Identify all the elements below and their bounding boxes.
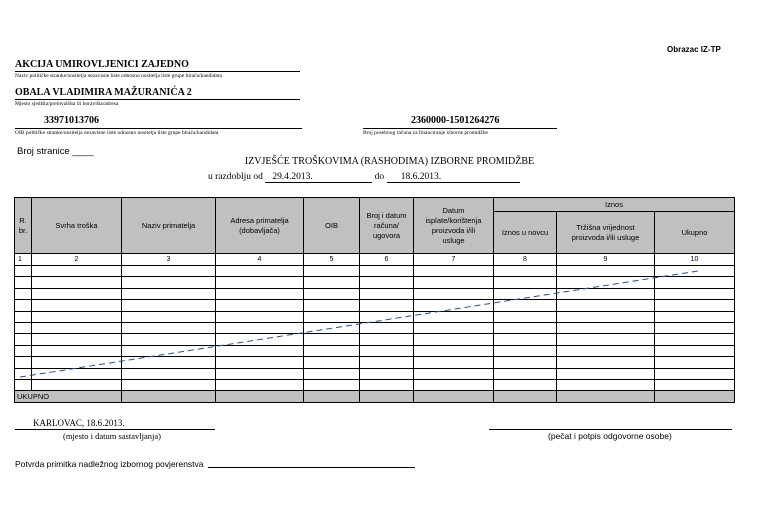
table-cell <box>494 311 557 322</box>
table-cell <box>557 322 655 333</box>
address: OBALA VLADIMIRA MAŽURANIĆA 2 <box>15 87 192 98</box>
table-cell <box>15 345 32 356</box>
col-header-cash: Iznos u novcu <box>494 212 557 254</box>
table-cell <box>304 379 360 390</box>
col-group-amount: Iznos <box>494 198 735 212</box>
table-cell <box>360 379 414 390</box>
table-cell <box>15 357 32 368</box>
form-code: Obrazac IZ-TP <box>667 45 721 54</box>
table-body <box>15 266 735 391</box>
table-cell <box>414 368 494 379</box>
oib-underline <box>15 128 302 129</box>
table-cell <box>216 368 304 379</box>
table-cell <box>216 277 304 288</box>
oib-value: 33971013706 <box>44 115 99 126</box>
col-number: 3 <box>122 254 216 266</box>
table-cell <box>414 277 494 288</box>
table-cell <box>494 357 557 368</box>
table-cell <box>494 322 557 333</box>
confirmation-label: Potvrda primitka nadležnog izbornog povjerenstva <box>15 459 204 469</box>
address-underline <box>15 99 300 100</box>
total-row <box>15 391 735 403</box>
table-cell <box>414 345 494 356</box>
col-header-payment-date: Datum isplate/korištenja proizvoda i/ili usluge <box>414 198 494 254</box>
col-header-oib: OIB <box>304 198 360 254</box>
table-cell <box>557 334 655 345</box>
table-cell <box>122 322 216 333</box>
table-cell <box>32 368 122 379</box>
table-cell <box>557 300 655 311</box>
table-cell <box>414 311 494 322</box>
table-cell <box>360 345 414 356</box>
account-value: 2360000-1501264276 <box>411 115 500 126</box>
table-cell <box>122 334 216 345</box>
table-cell <box>655 357 735 368</box>
table-row <box>15 288 735 299</box>
table-cell <box>557 345 655 356</box>
col-header-total: Ukupno <box>655 212 735 254</box>
table-cell <box>15 368 32 379</box>
table-cell <box>414 266 494 277</box>
col-number: 2 <box>32 254 122 266</box>
table-cell <box>122 311 216 322</box>
account-underline <box>363 128 557 129</box>
table-cell <box>32 334 122 345</box>
table-cell <box>15 379 32 390</box>
table-cell <box>304 300 360 311</box>
party-name: AKCIJA UMIROVLJENICI ZAJEDNO <box>15 59 189 70</box>
table-cell <box>360 311 414 322</box>
table-cell <box>360 357 414 368</box>
place-date: KARLOVAC, 18.6.2013. <box>33 418 125 428</box>
total-cell <box>655 391 735 403</box>
table-cell <box>122 368 216 379</box>
period-to-field <box>387 173 520 183</box>
total-cell <box>360 391 414 403</box>
table-cell <box>122 266 216 277</box>
table-cell <box>15 277 32 288</box>
table-cell <box>216 266 304 277</box>
table-cell <box>414 379 494 390</box>
table-cell <box>655 311 735 322</box>
table-cell <box>304 345 360 356</box>
table-cell <box>494 266 557 277</box>
table-cell <box>216 334 304 345</box>
table-cell <box>557 266 655 277</box>
table-cell <box>15 322 32 333</box>
table-cell <box>15 300 32 311</box>
account-caption: Broj posebnog računa za financiranje izborne promidžbe <box>363 130 488 136</box>
place-date-underline <box>15 429 215 430</box>
table-cell <box>360 277 414 288</box>
table-cell <box>414 357 494 368</box>
table-cell <box>655 345 735 356</box>
table-cell <box>494 288 557 299</box>
stamp-caption: (pečat i potpis odgovorne osobe) <box>548 431 672 441</box>
table-cell <box>557 357 655 368</box>
table-cell <box>557 379 655 390</box>
col-number: 4 <box>216 254 304 266</box>
table-cell <box>494 277 557 288</box>
address-caption: Mjesto sjedišta/prebivališta ili boravišta/adresa <box>15 101 119 107</box>
report-title: IZVJEŠĆE TROŠKOVIMA (RASHODIMA) IZBORNE PROMIDŽBE <box>244 156 535 167</box>
col-number: 5 <box>304 254 360 266</box>
table-cell <box>655 322 735 333</box>
table-cell <box>655 368 735 379</box>
period-from: 29.4.2013. <box>272 172 313 182</box>
table-cell <box>122 379 216 390</box>
table-cell <box>360 322 414 333</box>
table-cell <box>557 311 655 322</box>
total-cell <box>494 391 557 403</box>
table-cell <box>122 288 216 299</box>
table-cell <box>15 288 32 299</box>
table-cell <box>655 379 735 390</box>
table-row <box>15 300 735 311</box>
col-number: 8 <box>494 254 557 266</box>
col-number: 1 <box>15 254 32 266</box>
table-cell <box>32 357 122 368</box>
table-cell <box>494 300 557 311</box>
table-cell <box>414 300 494 311</box>
table-cell <box>655 288 735 299</box>
table-cell <box>32 322 122 333</box>
total-cell <box>216 391 304 403</box>
table-cell <box>494 334 557 345</box>
table-cell <box>32 311 122 322</box>
table-cell <box>122 277 216 288</box>
table-row <box>15 357 735 368</box>
table-cell <box>494 368 557 379</box>
table-cell <box>216 311 304 322</box>
table-cell <box>494 345 557 356</box>
col-number: 7 <box>414 254 494 266</box>
table-cell <box>414 334 494 345</box>
party-name-underline <box>15 71 300 72</box>
total-cell <box>304 391 360 403</box>
table-cell <box>655 334 735 345</box>
table-row <box>15 277 735 288</box>
table-cell <box>304 277 360 288</box>
col-number: 6 <box>360 254 414 266</box>
total-cell <box>414 391 494 403</box>
table-cell <box>32 277 122 288</box>
table-cell <box>122 357 216 368</box>
table-cell <box>304 288 360 299</box>
table-cell <box>557 368 655 379</box>
table-cell <box>32 379 122 390</box>
table-cell <box>32 266 122 277</box>
table-row <box>15 379 735 390</box>
period-line <box>208 172 520 183</box>
col-number: 9 <box>557 254 655 266</box>
total-cell <box>557 391 655 403</box>
table-cell <box>414 288 494 299</box>
table-cell <box>360 266 414 277</box>
col-header-market-value: Tržišna vrijednost proizvoda i/ili usluge <box>557 212 655 254</box>
table-cell <box>655 266 735 277</box>
table-row <box>15 334 735 345</box>
table-cell <box>557 288 655 299</box>
table-cell <box>557 277 655 288</box>
period-from-field <box>265 173 372 183</box>
table-row <box>15 368 735 379</box>
table-row <box>15 266 735 277</box>
table-cell <box>15 311 32 322</box>
confirmation-underline <box>208 467 415 468</box>
place-date-caption: (mjesto i datum sastavljanja) <box>63 431 161 441</box>
table-cell <box>304 334 360 345</box>
table-cell <box>655 277 735 288</box>
col-header-recipient: Naziv primatelja <box>122 198 216 254</box>
table-cell <box>216 345 304 356</box>
page-number-label: Broj stranice ____ <box>17 146 94 157</box>
table-cell <box>32 345 122 356</box>
total-label: UKUPNO <box>15 391 122 403</box>
table-cell <box>216 357 304 368</box>
table-cell <box>216 300 304 311</box>
period-to: 18.6.2013. <box>400 172 442 182</box>
table-cell <box>216 322 304 333</box>
table-cell <box>304 357 360 368</box>
table-cell <box>360 334 414 345</box>
table-cell <box>122 345 216 356</box>
col-header-invoice: Broj i datum računa/ ugovora <box>360 198 414 254</box>
table-cell <box>360 288 414 299</box>
table-cell <box>32 288 122 299</box>
table-cell <box>304 311 360 322</box>
table-cell <box>15 334 32 345</box>
col-header-rbr: R. br. <box>15 198 32 254</box>
table-cell <box>32 300 122 311</box>
table-cell <box>122 300 216 311</box>
col-header-purpose: Svrha troška <box>32 198 122 254</box>
period-to-label: do <box>374 172 385 182</box>
table-cell <box>216 288 304 299</box>
oib-caption: OIB političke stranke/nositelja nezavisne liste odnosno nositelja liste grupe birača/kandidata <box>15 130 219 136</box>
expense-table <box>14 197 735 403</box>
table-cell <box>360 300 414 311</box>
table-row <box>15 311 735 322</box>
table-cell <box>304 368 360 379</box>
signature-underline <box>489 429 732 430</box>
table-row <box>15 322 735 333</box>
table-cell <box>414 322 494 333</box>
table-cell <box>360 368 414 379</box>
table-cell <box>216 379 304 390</box>
col-number: 10 <box>655 254 735 266</box>
column-number-row <box>15 254 735 266</box>
period-prefix: u razdoblju od <box>208 172 263 182</box>
table-row <box>15 345 735 356</box>
table-cell <box>304 266 360 277</box>
col-header-address: Adresa primatelja (dobavljača) <box>216 198 304 254</box>
table-cell <box>15 266 32 277</box>
table-cell <box>304 322 360 333</box>
total-cell <box>122 391 216 403</box>
table-cell <box>655 300 735 311</box>
table-cell <box>494 379 557 390</box>
party-name-caption: Naziv političke stranke/nositelja nezavisne liste odnosno nositelja liste grupe birača/kandidata <box>15 73 222 79</box>
